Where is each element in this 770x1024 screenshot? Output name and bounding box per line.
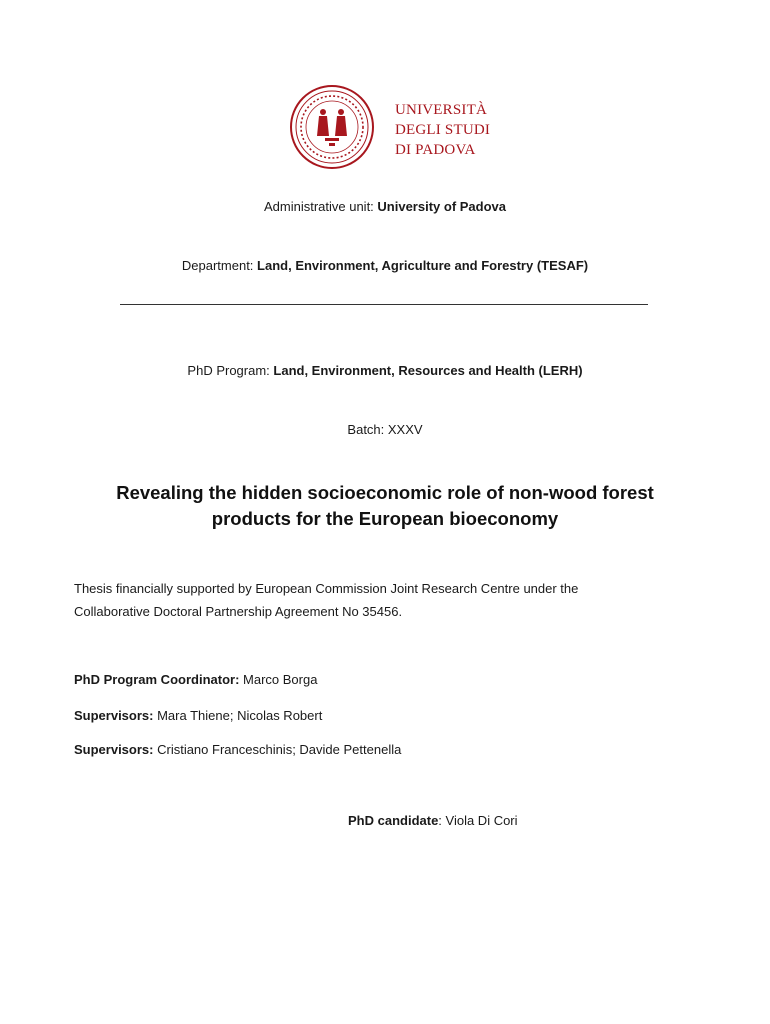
co-supervisors-value: Cristiano Franceschinis; Davide Pettenella bbox=[153, 742, 402, 757]
co-supervisors-line bbox=[74, 742, 401, 757]
candidate-label: PhD candidate bbox=[348, 813, 439, 828]
funding-statement bbox=[74, 577, 694, 623]
university-logo bbox=[289, 84, 489, 170]
coordinator-label: PhD Program Coordinator: bbox=[74, 672, 240, 687]
coordinator-line bbox=[74, 672, 317, 687]
title-line: products for the European bioeconomy bbox=[211, 508, 559, 529]
co-supervisors-label: Supervisors: bbox=[74, 742, 154, 757]
admin-unit-line bbox=[0, 199, 770, 214]
admin-unit-value: University of Padova bbox=[377, 199, 507, 214]
separator-rule bbox=[120, 304, 648, 305]
wordmark-line: DEGLI STUDI bbox=[395, 122, 491, 138]
wordmark-line: UNIVERSITÀ bbox=[395, 102, 487, 118]
supervisors-line bbox=[74, 708, 322, 723]
wordmark-line: DI PADOVA bbox=[395, 142, 476, 158]
university-seal-icon bbox=[289, 84, 375, 170]
department-value: Land, Environment, Agriculture and Forestry (TESAF) bbox=[257, 258, 589, 273]
admin-unit-label: Administrative unit: bbox=[263, 199, 378, 214]
candidate-line bbox=[348, 813, 518, 828]
supervisors-value: Mara Thiene; Nicolas Robert bbox=[153, 708, 323, 723]
funding-line: Collaborative Doctoral Partnership Agreement No 35456. bbox=[74, 604, 403, 619]
batch-line: Batch: XXXV bbox=[347, 422, 423, 437]
title-line: Revealing the hidden socioeconomic role of non-wood forest bbox=[116, 482, 654, 503]
department-label: Department: bbox=[181, 258, 258, 273]
supervisors-label: Supervisors: bbox=[74, 708, 154, 723]
funding-line: Thesis financially supported by European Commission Joint Research Centre under the bbox=[74, 581, 579, 596]
thesis-title bbox=[60, 480, 710, 532]
program-value: Land, Environment, Resources and Health (LERH) bbox=[273, 363, 583, 378]
coordinator-value: Marco Borga bbox=[239, 672, 318, 687]
department-line bbox=[0, 258, 770, 273]
candidate-value: : Viola Di Cori bbox=[438, 813, 518, 828]
program-label: PhD Program: bbox=[187, 363, 274, 378]
program-line bbox=[0, 363, 770, 378]
university-wordmark bbox=[395, 100, 490, 160]
